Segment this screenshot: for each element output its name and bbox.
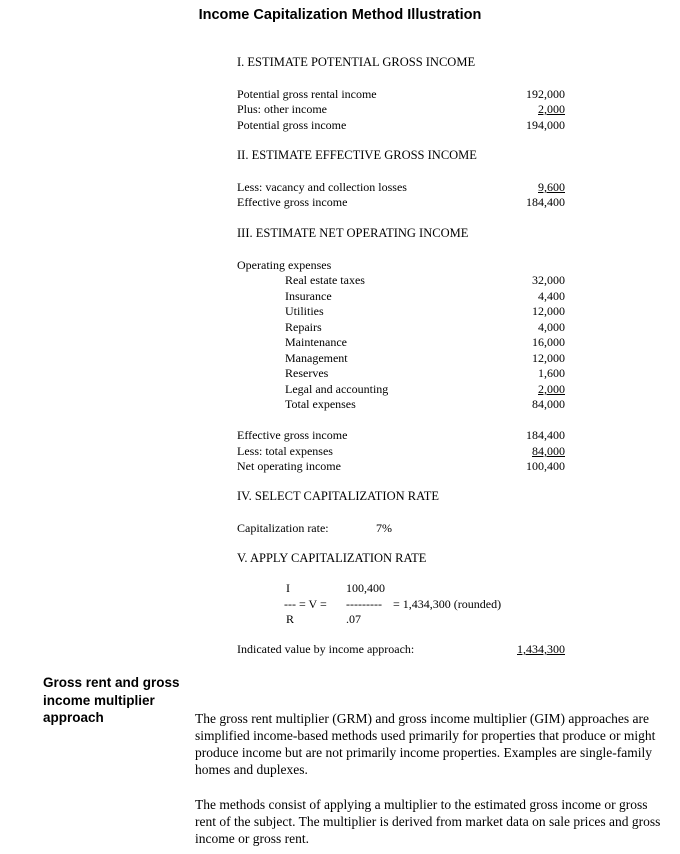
expense-label: Total expenses (285, 397, 356, 411)
row-label: Potential gross income (237, 118, 347, 132)
expense-value: 1,600 (538, 366, 565, 380)
expense-label: Legal and accounting (285, 382, 389, 396)
expense-label: Management (285, 351, 348, 365)
section-3-heading: III. ESTIMATE NET OPERATING INCOME (237, 226, 469, 240)
section-1-heading: I. ESTIMATE POTENTIAL GROSS INCOME (237, 55, 476, 69)
row-label: Effective gross income (237, 428, 348, 442)
expense-value: 32,000 (532, 273, 565, 287)
paragraph: The methods consist of applying a multiplier to the estimated gross income or gross rent of the subject. The multiplier is derived from market data on sale prices and gross income or gross rent. (195, 797, 661, 846)
row-label: Less: total expenses (237, 444, 333, 458)
section-5-heading: V. APPLY CAPITALIZATION RATE (237, 551, 427, 565)
formula-equals-v: --- = V = (284, 597, 327, 611)
indicated-value: 1,434,300 (517, 642, 565, 656)
expense-label: Insurance (285, 289, 332, 303)
expense-value: 2,000 (538, 382, 565, 396)
formula-i: I (286, 581, 290, 595)
row-value: 184,400 (526, 195, 565, 209)
expense-label: Real estate taxes (285, 273, 365, 287)
expense-label: Utilities (285, 304, 324, 318)
cap-rate-value: 7% (376, 521, 392, 535)
formula-numerator: 100,400 (346, 581, 385, 595)
expense-value: 12,000 (532, 304, 565, 318)
formula-denominator: .07 (346, 612, 361, 626)
expense-value: 4,000 (538, 320, 565, 334)
expense-value: 16,000 (532, 335, 565, 349)
formula-r: R (286, 612, 295, 626)
row-label: Net operating income (237, 459, 341, 473)
row-label: Plus: other income (237, 102, 327, 116)
row-value: 84,000 (532, 444, 565, 458)
expense-value: 12,000 (532, 351, 565, 365)
expense-label: Reserves (285, 366, 329, 380)
indicated-value-label: Indicated value by income approach: (237, 642, 415, 656)
row-value: 100,400 (526, 459, 565, 473)
row-label: Potential gross rental income (237, 87, 377, 101)
row-value: 192,000 (526, 87, 565, 101)
row-value: 9,600 (538, 180, 565, 194)
section-2-heading: II. ESTIMATE EFFECTIVE GROSS INCOME (237, 148, 477, 162)
row-value: 2,000 (538, 102, 565, 116)
row-value: 194,000 (526, 118, 565, 132)
section-heading-grm-gim: Gross rent and gross income multiplier approach (43, 675, 180, 725)
row-label: Effective gross income (237, 195, 348, 209)
cap-rate-label: Capitalization rate: (237, 521, 329, 535)
operating-expenses-label: Operating expenses (237, 258, 332, 272)
formula-divider: --------- (346, 597, 382, 611)
paragraph: The gross rent multiplier (GRM) and gross income multiplier (GIM) approaches are simplified income-based methods used primarily for properties that produce or might produce income but are not primarily income properties. Examples are single-family homes and duplexes. (195, 711, 656, 777)
expense-value: 4,400 (538, 289, 565, 303)
expense-label: Maintenance (285, 335, 347, 349)
expense-label: Repairs (285, 320, 322, 334)
row-value: 184,400 (526, 428, 565, 442)
formula-result: = 1,434,300 (rounded) (393, 597, 502, 611)
expense-value: 84,000 (532, 397, 565, 411)
row-label: Less: vacancy and collection losses (237, 180, 407, 194)
page-title: Income Capitalization Method Illustration (198, 7, 482, 23)
section-4-heading: IV. SELECT CAPITALIZATION RATE (237, 489, 440, 503)
